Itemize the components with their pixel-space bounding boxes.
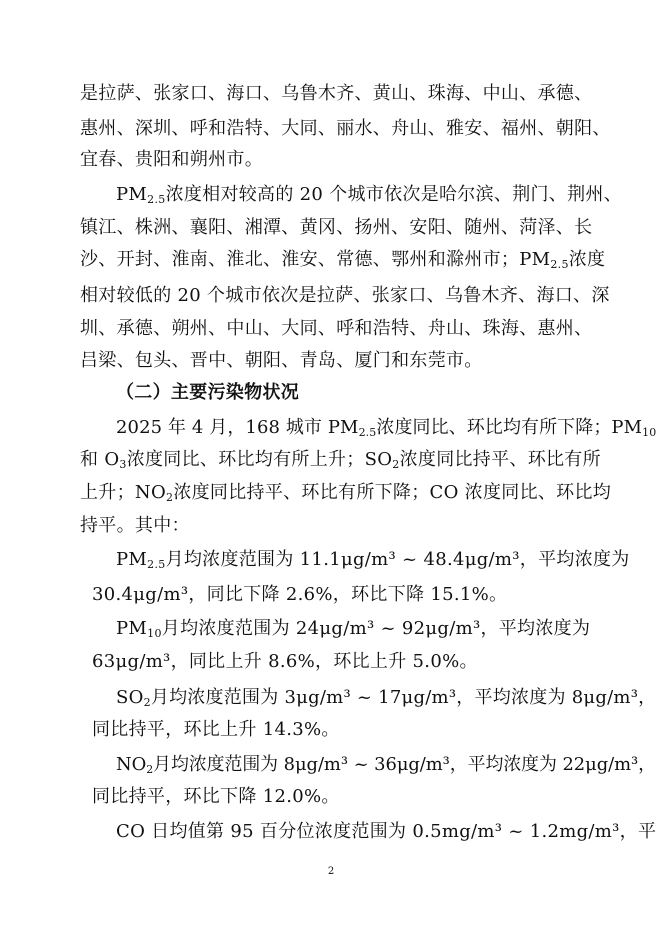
subscript: 2 [143,696,151,709]
text-line [80,481,611,505]
subscript: 10 [147,627,162,640]
text-span: 惠州、深圳、呼和浩特、大同、丽水、舟山、雅安、福州、朝阳、 [80,118,611,139]
text-span: 和 O [80,449,120,470]
text-span: SO [116,687,144,708]
text-line [80,514,190,538]
subscript: 2 [146,763,154,776]
text-span: CO 日均值第 95 百分位浓度范围为 0.5mg/m³ ~ 1.2mg/m³，平 [116,821,657,842]
subscript: 2.5 [147,193,166,206]
text-line [80,248,605,272]
text-line [116,548,630,572]
text-span: 同比持平，环比上升 14.3%。 [92,719,340,740]
text-span: PM [116,618,148,639]
heading-text: （二）主要污染物状况 [116,382,299,403]
text-line [80,117,611,141]
text-span: 上升；NO [80,482,167,503]
text-span: 相对较低的 20 个城市依次是拉萨、张家口、乌鲁木齐、海口、深 [80,285,610,306]
text-line [116,183,622,207]
text-line [92,650,478,674]
text-line [80,284,610,308]
text-line [116,416,656,440]
text-span: 浓度同比持平、环比有所下降；CO 浓度同比、环比均 [173,482,612,503]
text-line [80,148,263,172]
text-span: 浓度同比、环比均有所上升；SO [126,449,393,470]
text-line [116,686,656,710]
text-span: 浓度 [568,249,606,270]
text-span: PM [116,549,148,570]
text-line [92,785,340,809]
text-line [116,753,656,777]
text-line [116,617,590,641]
text-span: 宜春、贵阳和朔州市。 [80,149,263,170]
page-number: 2 [327,866,335,877]
subscript: 2.5 [550,258,569,271]
text-span: 圳、承德、朔州、中山、大同、呼和浩特、舟山、珠海、惠州、 [80,318,593,339]
text-span: NO [116,754,147,775]
text-line [80,82,592,106]
text-line [80,317,592,341]
text-span: 月均浓度范围为 8μg/m³ ~ 36μg/m³，平均浓度为 22μg/m³， [153,754,656,775]
text-span: 持平。其中： [80,515,190,536]
subscript: 2.5 [358,426,377,439]
text-span: 月均浓度范围为 24μg/m³ ~ 92μg/m³，平均浓度为 [161,618,591,639]
text-span: 浓度相对较高的 20 个城市依次是哈尔滨、荆门、荆州、 [165,184,623,205]
text-line [116,820,656,844]
text-span: 沙、开封、淮南、淮北、淮安、常德、鄂州和滁州市；PM [80,249,551,270]
section-heading [116,381,299,405]
text-span: 是拉萨、张家口、海口、乌鲁木齐、黄山、珠海、中山、承德、 [80,83,593,104]
text-span: 浓度同比持平、环比有所 [399,449,601,470]
text-span: 同比持平，环比下降 12.0%。 [92,786,340,807]
subscript: 2 [166,491,174,504]
text-line [92,718,340,742]
text-span: 镇江、株洲、襄阳、湘潭、黄冈、扬州、安阳、随州、菏泽、长 [80,217,593,238]
subscript: 3 [119,458,127,471]
text-line [80,448,601,472]
subscript: 10 [642,426,657,439]
text-line [80,349,483,373]
text-span: 63μg/m³，同比上升 8.6%，环比上升 5.0%。 [92,651,478,672]
text-span: 2025 年 4 月，168 城市 PM [116,417,359,438]
text-line [80,216,592,240]
subscript: 2.5 [147,558,166,571]
text-span: 吕梁、包头、晋中、朝阳、青岛、厦门和东莞市。 [80,350,483,371]
text-span: PM [116,184,148,205]
text-span: 浓度同比、环比均有所下降；PM [376,417,643,438]
text-line [92,583,507,607]
subscript: 2 [392,458,400,471]
text-span: 月均浓度范围为 11.1μg/m³ ~ 48.4μg/m³，平均浓度为 [165,549,630,570]
text-span: 30.4μg/m³，同比下降 2.6%，环比下降 15.1%。 [92,584,508,605]
text-span: 月均浓度范围为 3μg/m³ ~ 17μg/m³，平均浓度为 8μg/m³， [150,687,657,708]
